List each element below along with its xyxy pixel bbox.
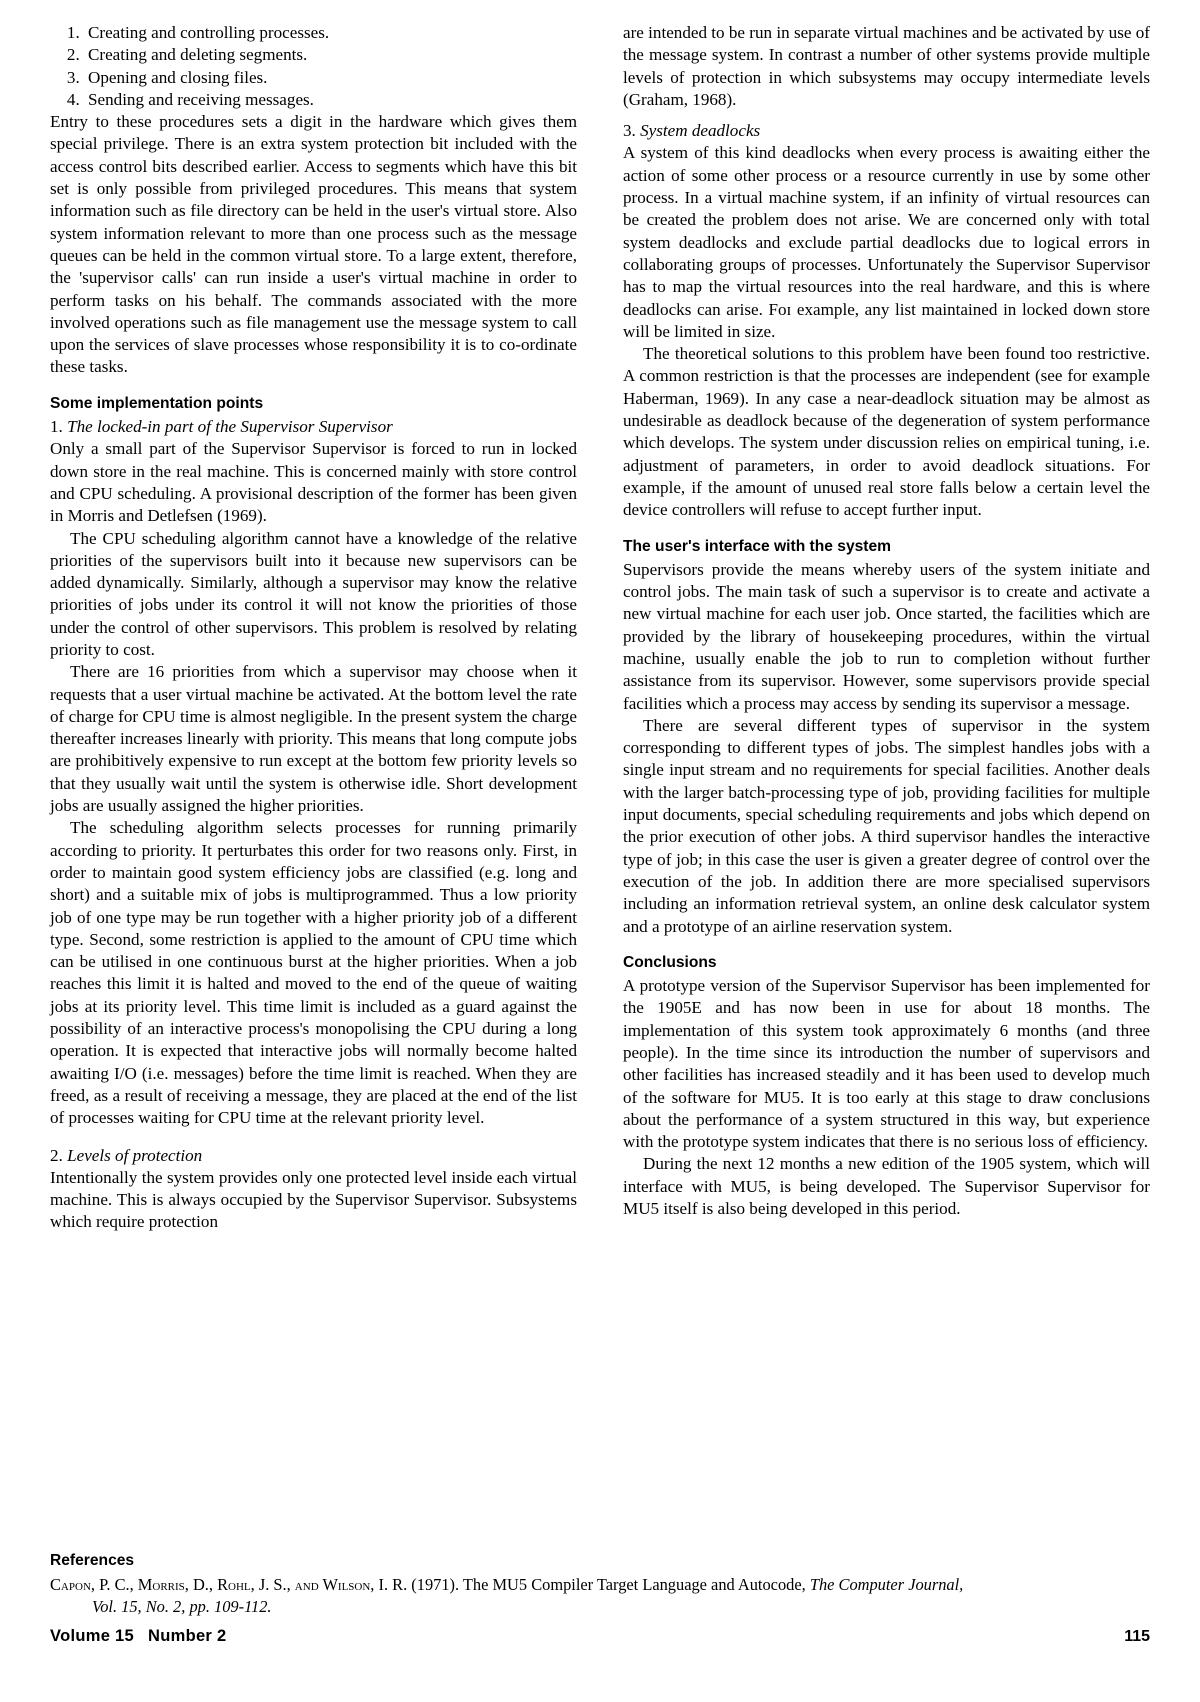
paragraph-supervisors: Supervisors provide the means whereby users of the system initiate and control jobs. The main task of such a supervisor is to create and activate a new virtual machine for each user job. Once started, the facilities which are provided by the library of housekeeping procedures, within the virtual machine, usually enable the job to run to completion without further assistance from its supervisor. However, some supervisors provide special facilities which a process may access by sending its supervisor a message. [623,559,1150,713]
reference-journal: The Computer Journal, [809,1575,964,1594]
subheading-text: System deadlocks [640,121,761,141]
right-column [623,22,1150,1234]
paragraph-conclusions-2: During the next 12 months a new edition of the 1905 system, which will interface with MU5, is being developed. The Supervisor Supervisor for MU5 itself is also being developed in this period. [623,1154,1150,1219]
references-heading: References [50,1552,135,1569]
subheading-text: The locked-in part of the Supervisor Supervisor [67,417,393,437]
paragraph-entry-procedures: Entry to these procedures sets a digit in the hardware which gives them special privilege. There is an extra system protection bit included with the access control bits described earlier. Access to segments which have this bit set is only possible from privileged procedures. This means that system information such as file directory can be held in the user's virtual store. Also system information relevant to more than one process such as the message queues can be held in the common virtual store. To a large extent, therefore, the 'supervisor calls' can run inside a user's virtual machine in order to perform tasks on his behalf. The commands associated with the more involved operations such as file management use the message system to call upon the services of slave processes whose responsibility it is to co-ordinate these tasks. [50,112,577,377]
paragraph-continued-protection: are intended to be run in separate virtual machines and be activated by use of the message system. In contrast a number of other systems provide multiple levels of protection in which subsystems may occupy intermediate levels (Graham, 1968). [623,23,1150,109]
reference-year: (1971). [411,1575,460,1594]
paragraph-priorities: There are 16 priorities from which a supervisor may choose when it requests that a user virtual machine be activated. At the bottom level the rate of charge for CPU time is almost negligible. In the present system the charge thereafter increases linearly with priority. This means that long compute jobs are prohibitively expensive to run except at the bottom few priority levels so that they usually wait until the system is otherwise idle. Short development jobs are usually assigned the higher priorities. [50,662,577,816]
paragraph-supervisor-types: There are several different types of supervisor in the system corresponding to different types of jobs. The simplest handles jobs with a single input stream and no requirements for special facilities. Another deals with the larger batch-processing type of job, providing facilities for multiple input documents, special scheduling requirements and jobs which depend on the prior execution of other jobs. A third supervisor handles the interactive type of job; in this case the user is given a greater degree of control over the execution of the job. In addition there are more specialised supervisors including an information retrieval system, an online desk calculator system and a prototype of an airline reservation system. [623,715,1150,936]
page-footer [50,1627,1150,1646]
subheading-locked-in-part [50,416,577,438]
numbered-list [50,22,577,111]
page-number: 115 [1124,1628,1150,1645]
paragraph-scheduling-algorithm: The scheduling algorithm selects processes for running primarily according to priority. It perturbates this order for two reasons only. First, in order to maintain good system efficiency jobs are classified (e.g. long and short) and a suitable mix of jobs is multiprogrammed. Thus a low priority job of one type may be run together with a higher priority job of a different type. Second, some restriction is applied to the amount of CPU time which can be utilised in one continuous burst at the higher priorities. When a job reaches this limit it is halted and moved to the end of the queue of waiting jobs at its priority level. This time limit is included as a guard against the possibility of an interactive process's monopolising the CPU during a long operation. It is expected that interactive jobs will normally become halted awaiting I/O (i.e. messages) before the time limit is reached. When they are freed, as a result of receiving a message, they are placed at the end of the list of processes waiting for CPU time at the relevant priority level. [50,818,577,1128]
paragraph-deadlocks: A system of this kind deadlocks when every process is awaiting either the action of some other process or a resource currently in use by some other process. In a virtual machine system, if an infinity of virtual resources can be created the problem does not arise. We are concerned only with total system deadlocks and exclude partial deadlocks due to logical errors in collaborating groups of processes. Unfortunately the Supervisor Supervisor has to map the virtual resources into the real hardware, and this is where deadlocks can arise. Foɪ example, any list maintained in locked down store will be limited in size. [623,143,1150,341]
reference-details: Vol. 15, No. 2, pp. 109-112. [92,1596,272,1616]
reference-item [50,1574,1150,1617]
subheading-text: Levels of protection [67,1145,203,1165]
heading-conclusions: Conclusions [623,953,717,971]
subheading-levels-of-protection [50,1145,577,1167]
reference-authors: Capon, P. C., Morris, D., Rohl, J. S., and Wilson, I. R. [50,1575,408,1594]
subheading-number: 3. [623,121,641,141]
number-label: Number 2 [148,1627,227,1645]
paragraph-spacer [623,111,1150,120]
subheading-system-deadlocks [623,120,1150,142]
paragraph-conclusions-1: A prototype version of the Supervisor Supervisor has been implemented for the 1905E and has now been in use for about 18 months. The implementation of this system took approximately 6 months (and three people). In the time since its introduction the number of supervisors and other facilities has increased steadily and it has been used to develop much of the software for MU5. It is too early at this stage to draw conclusions about the performance of a system structured in this way, but experience with the prototype system indicates that there is no serious loss of efficiency. [623,976,1150,1152]
reference-title: The MU5 Compiler Target Language and Autocode, [462,1575,806,1594]
paragraph-theoretical-solutions: The theoretical solutions to this problem have been found too restrictive. A common restriction is that the processes are independent (see for example Haberman, 1969). In any case a near-deadlock situation may be almost as undesirable as deadlock because of the degeneration of system performance which develops. The system under discussion relies on empirical tuning, i.e. adjustment of parameters, in order to avoid deadlock situations. For example, if the amount of unused real store falls below a certain level the device controllers will refuse to accept further input. [623,344,1150,520]
paragraph-cpu-scheduling: The CPU scheduling algorithm cannot have a knowledge of the relative priorities of the supervisors built into it because new supervisors can be added dynamically. Similarly, although a supervisor may know the relative priorities of jobs under its control it will not know the priorities of those under the control of other supervisors. This problem is resolved by relating priority to cost. [50,528,577,659]
list-item: 3. Opening and closing files. [84,67,577,89]
volume-info [50,1627,227,1646]
list-item: 1. Creating and controlling processes. [84,22,577,44]
paragraph-locked-in: Only a small part of the Supervisor Supervisor is forced to run in locked down store in the real machine. This is concerned mainly with store control and CPU scheduling. A provisional description of the former has been given in Morris and Detlefsen (1969). [50,439,577,526]
heading-some-implementation-points: Some implementation points [50,394,264,412]
volume-label: Volume 15 [50,1627,135,1645]
subheading-number: 1. [50,417,68,437]
list-item: 4. Sending and receiving messages. [84,89,577,111]
paragraph-levels-of-protection: Intentionally the system provides only one protected level inside each virtual machine. This is always occupied by the Supervisor Supervisor. Subsystems which require protection [50,1167,577,1232]
subheading-number: 2. [50,1145,68,1165]
paragraph-spacer [50,1130,577,1145]
two-column-body [50,22,1150,1234]
list-item: 2. Creating and deleting segments. [84,44,577,66]
left-column [50,22,577,1234]
heading-user-interface: The user's interface with the system [623,537,892,555]
references-section [50,1552,1150,1617]
